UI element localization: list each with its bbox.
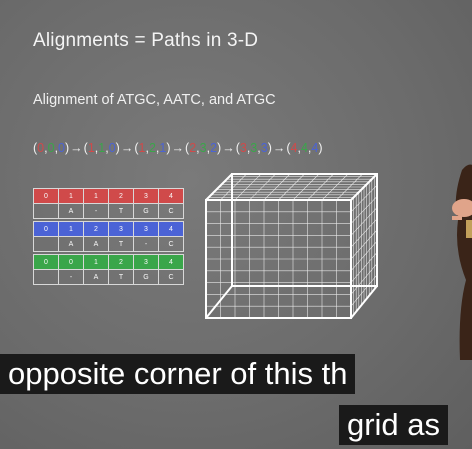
table-cell: A — [84, 237, 109, 252]
caption-line-1: opposite corner of this th — [0, 354, 355, 394]
table-cell: 3 — [134, 189, 159, 204]
slide-title: Alignments = Paths in 3-D — [33, 30, 259, 51]
table-cell: G — [134, 270, 159, 285]
path-coordinate: 0 — [58, 141, 65, 155]
table-cell: 1 — [84, 189, 109, 204]
path-tuple: (4,4,4) — [286, 141, 323, 155]
path-coordinate: 3 — [239, 141, 247, 155]
table-cell: 1 — [59, 222, 84, 237]
table-cell: G — [134, 204, 159, 219]
table-cell: 4 — [159, 255, 184, 270]
table-cell: - — [134, 237, 159, 252]
path-coordinate: 3 — [260, 141, 268, 155]
path-arrow: → — [272, 141, 286, 155]
path-coordinate: 4 — [311, 141, 319, 155]
3d-grid-cube — [200, 166, 385, 326]
table-cell: 4 — [159, 222, 184, 237]
path-coordinate: 3 — [199, 141, 207, 155]
slide-subtitle: Alignment of ATGC, AATC, and ATGC — [33, 92, 276, 108]
table-cell: 1 — [59, 189, 84, 204]
alignment-path — [33, 141, 323, 155]
path-coordinate: 4 — [290, 141, 298, 155]
path-coordinate: 2 — [210, 141, 218, 155]
path-arrow: → — [222, 141, 235, 155]
table-cell: - — [59, 270, 84, 285]
path-tuple: (2,3,2) — [185, 141, 222, 155]
path-coordinate: 4 — [300, 141, 308, 155]
table-cell: 0 — [59, 255, 84, 270]
path-coordinate: 2 — [148, 141, 156, 155]
table-cell: 0 — [34, 255, 59, 270]
table-cell: 3 — [134, 255, 159, 270]
table-sequence-row — [34, 237, 184, 252]
caption-line-2: grid as — [339, 405, 448, 445]
table-cell: 3 — [134, 222, 159, 237]
table-cell: 2 — [109, 189, 134, 204]
table-cell: 2 — [84, 222, 109, 237]
presenter-hand — [440, 160, 472, 360]
table-index-row — [34, 222, 184, 237]
table-cell: T — [109, 237, 134, 252]
path-coordinate: 1 — [159, 141, 167, 155]
alignment-table — [33, 188, 184, 285]
path-coordinate: 3 — [250, 141, 258, 155]
path-arrow: → — [120, 141, 134, 155]
table-cell: - — [84, 204, 109, 219]
table-sequence-row — [34, 204, 184, 219]
path-tuple: (1,1,0) — [83, 141, 120, 155]
path-tuple: (0,0,0) — [33, 141, 70, 155]
table-cell: 4 — [159, 189, 184, 204]
table-sequence-row — [34, 270, 184, 285]
table-cell — [34, 270, 59, 285]
path-tuple: (3,3,3) — [235, 141, 272, 155]
table-index-row — [34, 255, 184, 270]
table-cell: T — [109, 270, 134, 285]
table-cell: T — [109, 204, 134, 219]
table-cell: A — [59, 204, 84, 219]
path-arrow: → — [171, 141, 185, 155]
path-coordinate: 2 — [189, 141, 197, 155]
table-cell: 0 — [34, 189, 59, 204]
table-cell: 3 — [109, 222, 134, 237]
path-coordinate: 0 — [47, 141, 55, 155]
table-cell — [34, 204, 59, 219]
path-coordinate: 1 — [138, 141, 146, 155]
path-coordinate: 0 — [37, 141, 45, 155]
path-arrow: → — [70, 141, 83, 155]
table-index-row — [34, 189, 184, 204]
table-cell: C — [159, 237, 184, 252]
table-cell: A — [59, 237, 84, 252]
table-cell: 0 — [34, 222, 59, 237]
table-cell: 1 — [84, 255, 109, 270]
table-cell: C — [159, 270, 184, 285]
table-cell: C — [159, 204, 184, 219]
table-cell: A — [84, 270, 109, 285]
path-coordinate: 1 — [87, 141, 95, 155]
table-cell: 2 — [109, 255, 134, 270]
table-cell — [34, 237, 59, 252]
path-tuple: (1,2,1) — [134, 141, 171, 155]
path-coordinate: 1 — [98, 141, 106, 155]
path-coordinate: 0 — [108, 141, 116, 155]
